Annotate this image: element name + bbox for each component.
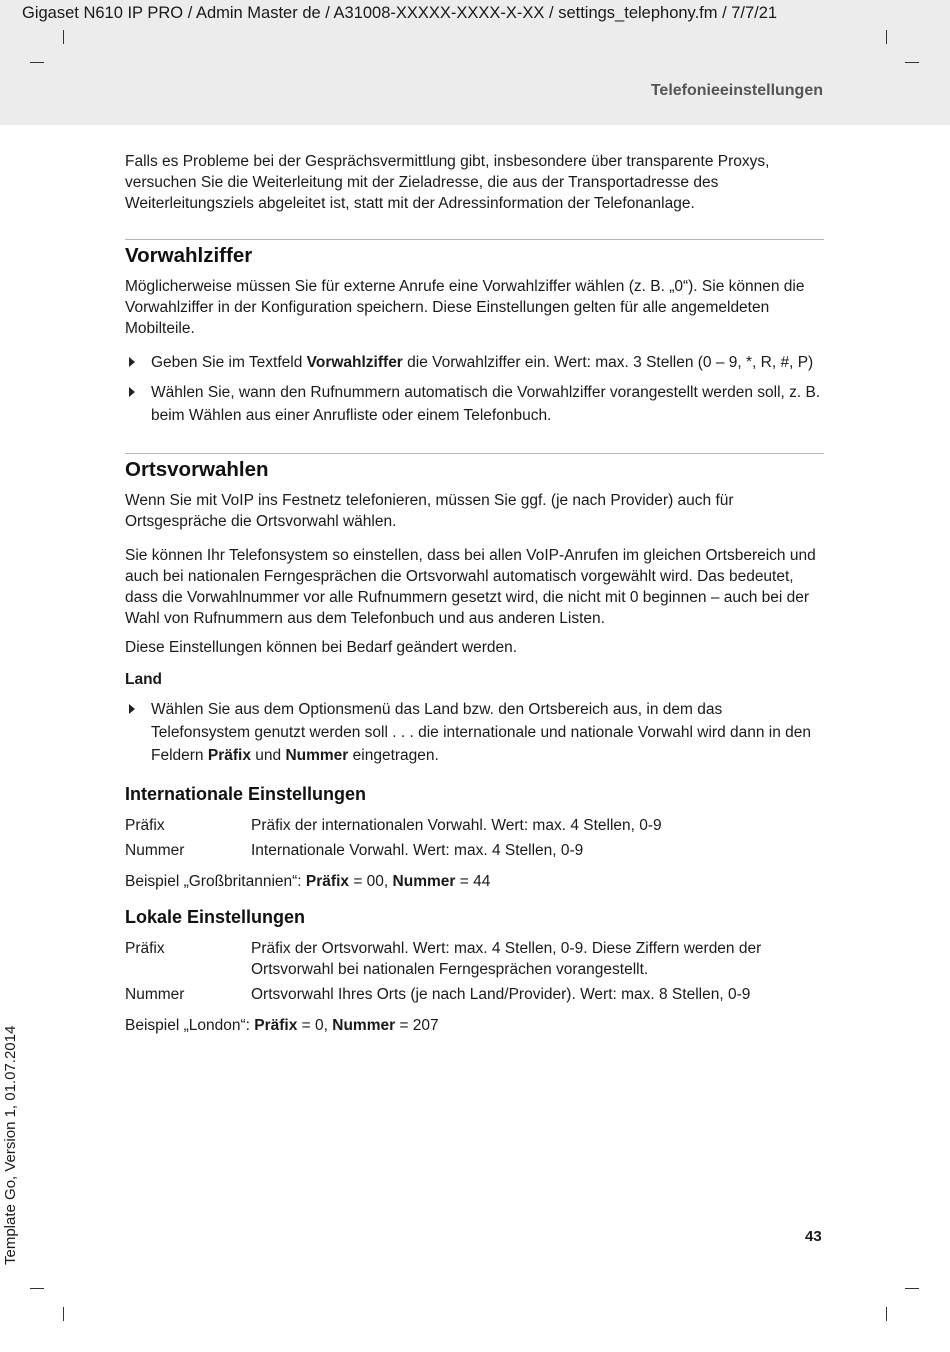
ortsvorwahlen-body-2 bbox=[125, 545, 825, 629]
section-divider bbox=[125, 239, 824, 240]
definition-description: Präfix der internationalen Vorwahl. Wert: max. 4 Stellen, 0-9 bbox=[251, 817, 662, 834]
definition-description: Ortsvorwahl Ihres Orts (je nach Land/Provider). Wert: max. 8 Stellen, 0-9 bbox=[251, 986, 751, 1003]
crop-mark bbox=[905, 1288, 919, 1289]
heading-ortsvorwahlen: Ortsvorwahlen bbox=[125, 458, 269, 481]
vorwahlziffer-text: Möglicherweise müssen Sie für externe Anrufe eine Vorwahlziffer wählen (z. B. „0“). Sie können die Vorwahlziffer in der Konfiguration speichern. Diese Einstellungen gelten für alle angemeldeten Mobilteile. bbox=[125, 278, 805, 337]
field-name: Präfix bbox=[305, 873, 350, 890]
heading-internationale-einstellungen: Internationale Einstellungen bbox=[125, 784, 367, 804]
definition-term: Nummer bbox=[125, 842, 185, 859]
heading-vorwahlziffer: Vorwahlziffer bbox=[125, 244, 253, 267]
page-number: 43 bbox=[805, 1228, 822, 1245]
crop-mark bbox=[63, 1307, 64, 1321]
crop-mark bbox=[905, 62, 919, 63]
field-name: Präfix bbox=[207, 747, 251, 764]
template-version-note: Template Go, Version 1, 01.07.2014 bbox=[2, 1025, 19, 1265]
bullet-text: Geben Sie im Textfeld Vorwahlziffer die Vorwahlziffer ein. Wert: max. 3 Stellen (0 – 9, *, R, #, P) bbox=[151, 354, 814, 371]
paragraph-text: Sie können Ihr Telefonsystem so einstellen, dass bei allen VoIP-Anrufen im gleichen Ortsbereich und auch bei nationalen Ferngesprächen die Ortsvorwahl automatisch vorgewählt wird. Das bedeutet, dass die Vorwahlnummer vor alle Rufnummern gesetzt wird, die nicht mit 0 beginnen – auch bei der Wahl von Rufnummern aus dem Telefonbuch und aus anderen Listen. bbox=[125, 547, 816, 627]
bullet-text: Wählen Sie aus dem Optionsmenü das Land bzw. den Ortsbereich aus, in dem das Telefonsystem genutzt werden soll . . . die internationale und nationale Vorwahl wird dann in den Feldern Präfix und Nummer eingetragen. bbox=[151, 701, 812, 764]
ortsvorwahlen-body-1 bbox=[125, 490, 825, 532]
intro-text: Falls es Probleme bei der Gesprächsvermittlung gibt, insbesondere über transparente Proxys, versuchen Sie die Weiterleitung mit der Zieladresse, die aus der Transportadresse des Weiterleitungsziels abgeleitet ist, statt mit der Adressinformation der Telefonanlage. bbox=[125, 153, 770, 212]
bullet-item bbox=[125, 381, 825, 427]
example-international: Beispiel „Großbritannien“: Präfix = 00, Nummer = 44 bbox=[125, 873, 491, 890]
field-name: Präfix bbox=[254, 1017, 298, 1034]
bullet-arrow-icon bbox=[129, 387, 135, 397]
paragraph-text: Wenn Sie mit VoIP ins Festnetz telefonieren, müssen Sie ggf. (je nach Provider) auch für Ortsgespräche die Ortsvorwahl wählen. bbox=[125, 492, 734, 530]
crop-mark bbox=[63, 30, 64, 44]
vorwahlziffer-body bbox=[125, 276, 825, 339]
page-header bbox=[0, 0, 950, 125]
document-path: Gigaset N610 IP PRO / Admin Master de / A31008-XXXXX-XXXX-X-XX / settings_telephony.fm / 7/7/21 bbox=[22, 4, 778, 22]
bullet-arrow-icon bbox=[129, 357, 135, 367]
crop-mark bbox=[886, 1307, 887, 1321]
bullet-text: Wählen Sie, wann den Rufnummern automatisch die Vorwahlziffer vorangestellt werden soll, z. B. beim Wählen aus einer Anrufliste oder einem Telefonbuch. bbox=[151, 384, 821, 424]
bullet-item bbox=[125, 698, 825, 767]
label-land: Land bbox=[125, 671, 163, 688]
intro-paragraph bbox=[125, 151, 825, 214]
field-name: Nummer bbox=[332, 1017, 396, 1034]
field-name: Nummer bbox=[392, 873, 456, 890]
field-name: Vorwahlziffer bbox=[306, 354, 403, 371]
bullet-item bbox=[125, 351, 825, 374]
definition-term: Präfix bbox=[125, 940, 165, 957]
definition-description: Internationale Vorwahl. Wert: max. 4 Stellen, 0-9 bbox=[251, 842, 584, 859]
crop-mark bbox=[30, 1288, 44, 1289]
field-name: Nummer bbox=[285, 747, 349, 764]
paragraph-text: Diese Einstellungen können bei Bedarf geändert werden. bbox=[125, 639, 518, 656]
definition-term: Nummer bbox=[125, 986, 185, 1003]
ortsvorwahlen-body-3 bbox=[125, 637, 825, 658]
section-divider bbox=[125, 453, 824, 454]
running-section-title: Telefonieeinstellungen bbox=[650, 82, 823, 99]
crop-mark bbox=[30, 62, 44, 63]
definition-term: Präfix bbox=[125, 817, 165, 834]
crop-mark bbox=[886, 30, 887, 44]
definition-description: Präfix der Ortsvorwahl. Wert: max. 4 Stellen, 0-9. Diese Ziffern werden der Ortsvorwahl bei nationalen Ferngesprächen vorangestellt. bbox=[251, 940, 762, 978]
example-lokal: Beispiel „London“: Präfix = 0, Nummer = 207 bbox=[125, 1017, 439, 1034]
bullet-arrow-icon bbox=[129, 704, 135, 714]
heading-lokale-einstellungen: Lokale Einstellungen bbox=[125, 907, 306, 927]
